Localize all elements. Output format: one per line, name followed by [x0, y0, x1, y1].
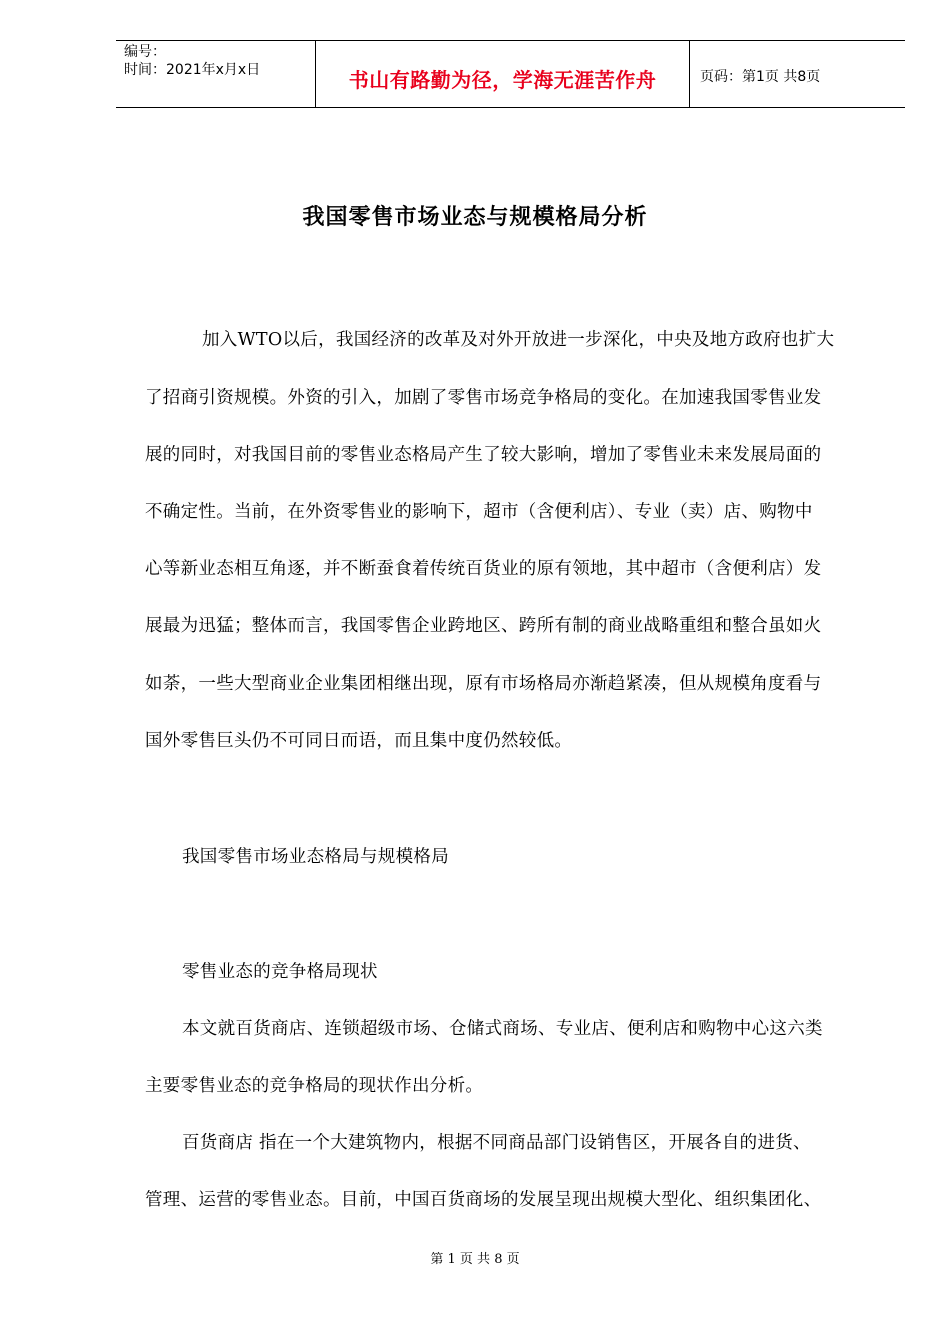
paragraph-line: 加入WTO以后，我国经济的改革及对外开放进一步深化，中央及地方政府也扩大: [202, 330, 835, 350]
paragraph-line: 本文就百货商店、连锁超级市场、仓储式商场、专业店、便利店和购物中心这六类: [182, 1019, 823, 1039]
document-number-label: 编号：: [124, 44, 166, 60]
header-info-cell: [116, 41, 316, 107]
paragraph-line: 主要零售业态的竞争格局的现状作出分析。: [145, 1076, 484, 1096]
paragraph-line: 展的同时，对我国目前的零售业态格局产生了较大影响，增加了零售业未来发展局面的: [145, 445, 822, 465]
paragraph-line: 心等新业态相互角逐，并不断蚕食着传统百货业的原有领地，其中超市（含便利店）发: [145, 559, 822, 579]
section-heading: 我国零售市场业态格局与规模格局: [182, 847, 449, 867]
page-footer-number: 第 1 页 共 8 页: [430, 1252, 520, 1267]
header-motto: 书山有路勤为径，学海无涯苦作舟: [348, 68, 657, 92]
paragraph-line: 展最为迅猛；整体而言，我国零售企业跨地区、跨所有制的商业战略重组和整合虽如火: [145, 616, 822, 636]
document-title: 我国零售市场业态与规模格局分析: [302, 205, 648, 230]
paragraph-line: 了招商引资规模。外资的引入，加剧了零售市场竞争格局的变化。在加速我国零售业发: [145, 388, 822, 408]
document-time-label: 时间：2021年x月x日: [124, 62, 261, 78]
header-page-code: 页码：第1页 共8页: [700, 69, 821, 85]
paragraph-line: 如荼，一些大型商业企业集团相继出现，原有市场格局亦渐趋紧凑，但从规模角度看与: [145, 674, 822, 694]
paragraph-line: 不确定性。当前，在外资零售业的影响下，超市（含便利店）、专业（卖）店、购物中: [145, 502, 813, 522]
paragraph-line: 国外零售巨头仍不可同日而语，而且集中度仍然较低。: [145, 731, 573, 751]
header-page-cell: [690, 41, 905, 107]
paragraph-line: 管理、运营的零售业态。目前，中国百货商场的发展呈现出规模大型化、组织集团化、: [145, 1190, 822, 1210]
paragraph-line: 百货商店 指在一个大建筑物内，根据不同商品部门设销售区，开展各自的进货、: [182, 1133, 811, 1153]
header-motto-cell: [316, 41, 690, 107]
subsection-heading: 零售业态的竞争格局现状: [182, 962, 378, 982]
page-header: [116, 40, 905, 108]
